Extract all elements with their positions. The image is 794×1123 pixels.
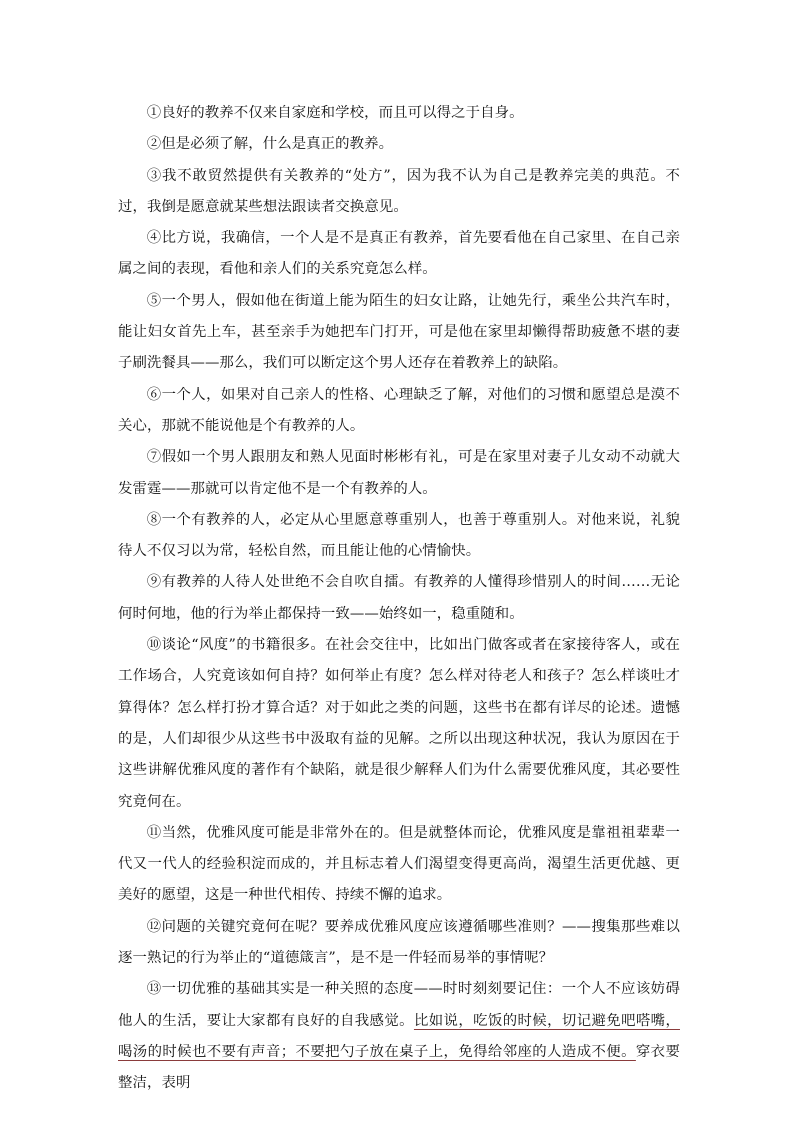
paragraph-13-tail: 穿衣要整洁，表明	[118, 1043, 680, 1092]
paragraph-5: ⑤一个男人，假如他在街道上能为陌生的妇女让路，让她先行，乘坐公共汽车时，能让妇女首先上车，甚至亲手为她把车门打开，可是他在家里却懒得帮助疲惫不堪的妻子刷洗餐具——那么，我们可以断定这个男人还存在着教养上的缺陷。	[118, 292, 680, 372]
paragraph-1: ①良好的教养不仅来自家庭和学校，而且可以得之于自身。	[146, 105, 524, 121]
paragraph-13-lead: ⑬一切优雅的基础其实是一种关照的态度——时时刻刻要记住：一个人不应该妨碍他人的生活，要让大家都有良好的自我感觉。	[118, 981, 680, 1029]
paragraph-8: ⑧一个有教养的人，必定从心里愿意尊重别人，也善于尊重别人。对他来说，礼貌待人不仅习以为常，轻松自然，而且能让他的心情愉快。	[118, 511, 680, 560]
paragraph-6: ⑥一个人，如果对自己亲人的性格、心理缺乏了解，对他们的习惯和愿望总是漠不关心，那就不能说他是个有教养的人。	[118, 386, 680, 434]
paragraph-12: ⑫问题的关键究竟何在呢？要养成优雅风度应该遵循哪些准则？——搜集那些难以逐一熟记的行为举止的“道德箴言”，是不是一件轻而易举的事情呢？	[118, 918, 680, 967]
paragraph-7: ⑦假如一个男人跟朋友和熟人见面时彬彬有礼，可是在家里对妻子儿女动不动就大发雷霆——那就可以肯定他不是一个有教养的人。	[118, 449, 680, 497]
paragraph-4: ④比方说，我确信，一个人是不是真正有教养，首先要看他在自己家里、在自己亲属之间的表现，看他和亲人们的关系究竟怎么样。	[118, 230, 680, 278]
article-body	[118, 98, 680, 1100]
paragraph-13-underlined: 比如说，吃饭的时候，切记避免吧嗒嘴，喝汤的时候也不要有声音；不要把勺子放在桌子上，免得给邻座的人造成不便。	[118, 1012, 680, 1060]
paragraph-9: ⑨有教养的人待人处世绝不会自吹自擂。有教养的人懂得珍惜别人的时间……无论何时何地，他的行为举止都保持一致——始终如一，稳重随和。	[118, 574, 680, 622]
paragraph-13	[118, 974, 680, 1099]
paragraph-10: ⑩谈论“风度”的书籍很多。在社会交往中，比如出门做客或者在家接待客人，或在工作场合，人究竟该如何自持？如何举止有度？怎么样对待老人和孩子？怎么样谈吐才算得体？怎么样打扮才算合适？对于如此之类的问题，这些书在都有详尽的论述。遗憾的是，人们却很少从这些书中汲取有益的见解。之所以出现这种状况，我认为原因在于这些讲解优雅风度的著作有个缺陷，就是很少解释人们为什么需要优雅风度，其必要性究竟何在。	[118, 637, 680, 810]
paragraph-11: ⑪当然，优雅风度可能是非常外在的。但是就整体而论，优雅风度是靠祖祖辈辈一代又一代人的经验积淀而成的，并且标志着人们渴望变得更高尚，渴望生活更优越、更美好的愿望，这是一种世代相传、持续不懈的追求。	[118, 824, 680, 904]
paragraph-2: ②但是必须了解，什么是真正的教养。	[146, 136, 394, 153]
paragraph-3: ③我不敢贸然提供有关教养的“处方”，因为我不认为自己是教养完美的典范。不过，我倒是愿意就某些想法跟读者交换意见。	[118, 167, 680, 215]
